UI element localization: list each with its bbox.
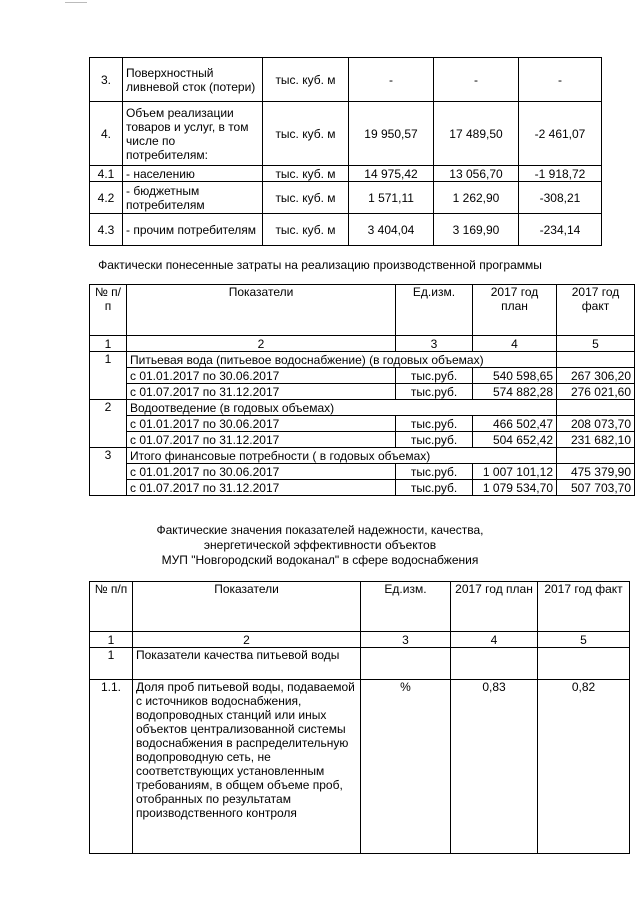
row-plan: 540 598,65 (473, 368, 557, 384)
row-deviation: - (519, 58, 602, 102)
table-row (90, 58, 602, 102)
volumes-table (89, 57, 602, 246)
row-name: - населению (123, 166, 263, 182)
row-period: с 01.01.2017 по 30.06.2017 (127, 464, 396, 480)
row-fact: 276 021,60 (557, 384, 635, 400)
row-name: - бюджетным потребителям (123, 182, 263, 214)
table-row (90, 464, 635, 480)
header-name: Показатели (133, 582, 361, 632)
row-fact: 475 379,90 (557, 464, 635, 480)
group-title: Питьевая вода (питьевое водоснабжение) (в годовых объемах) (127, 352, 557, 368)
empty-cell (451, 648, 538, 680)
table-row (90, 182, 602, 214)
reliability-title-line-2: энергетической эффективности объектов (203, 538, 437, 552)
row-period: с 01.01.2017 по 30.06.2017 (127, 368, 396, 384)
col-number: 4 (451, 632, 538, 648)
col-number: 5 (557, 336, 635, 352)
row-deviation: -1 918,72 (519, 166, 602, 182)
empty-cell (538, 648, 630, 680)
row-fact: - (434, 58, 519, 102)
row-name: Поверхностный ливневой сток (потери) (123, 58, 263, 102)
row-unit: тыс.руб. (396, 384, 473, 400)
col-number: 5 (538, 632, 630, 648)
row-num: 1.1. (90, 680, 133, 854)
row-unit: тыс. куб. м (263, 166, 349, 182)
table-row (90, 166, 602, 182)
row-unit: % (361, 680, 451, 854)
header-name: Показатели (127, 285, 396, 336)
col-number: 3 (361, 632, 451, 648)
group-row (90, 400, 635, 416)
row-fact: 17 489,50 (434, 102, 519, 166)
row-plan: - (349, 58, 434, 102)
table-row (90, 416, 635, 432)
col-number: 1 (90, 336, 127, 352)
table-row (90, 432, 635, 448)
table-row (90, 214, 602, 246)
row-unit: тыс. куб. м (263, 214, 349, 246)
table-row (90, 384, 635, 400)
row-num: 4.3 (90, 214, 123, 246)
row-name: Доля проб питьевой воды, подаваемой с источников водоснабжения, водопроводных станций или иных объектов централизованной системы водоснабжения в распределительную водопроводную сеть, не соответствующих установленным требованиям, в общем объеме проб, отобранных по результатам производственного контроля (133, 680, 361, 854)
costs-title: Фактически понесенные затраты на реализацию производственной программы (98, 258, 542, 272)
group-title: Показатели качества питьевой воды (133, 648, 361, 680)
row-unit: тыс.руб. (396, 416, 473, 432)
row-plan: 19 950,57 (349, 102, 434, 166)
row-fact: 13 056,70 (434, 166, 519, 182)
empty-cell (361, 648, 451, 680)
row-plan: 1 571,11 (349, 182, 434, 214)
group-num: 1 (90, 352, 127, 400)
row-num: 4.2 (90, 182, 123, 214)
col-number: 1 (90, 632, 133, 648)
table-row (90, 102, 602, 166)
row-unit: тыс. куб. м (263, 58, 349, 102)
row-unit: тыс.руб. (396, 464, 473, 480)
header-plan: 2017 год план (473, 285, 557, 336)
row-plan: 3 404,04 (349, 214, 434, 246)
header-plan: 2017 год план (451, 582, 538, 632)
row-deviation: -2 461,07 (519, 102, 602, 166)
row-num: 4.1 (90, 166, 123, 182)
row-plan: 466 502,47 (473, 416, 557, 432)
row-num: 3. (90, 58, 123, 102)
row-period: с 01.07.2017 по 31.12.2017 (127, 432, 396, 448)
row-plan: 504 652,42 (473, 432, 557, 448)
reliability-table (89, 581, 630, 854)
row-fact: 507 703,70 (557, 480, 635, 496)
row-unit: тыс.руб. (396, 368, 473, 384)
group-num: 2 (90, 400, 127, 448)
col-number: 2 (127, 336, 396, 352)
header-num: № п/п (90, 285, 127, 336)
scan-artifact (65, 2, 87, 3)
group-num: 1 (90, 648, 133, 680)
group-title: Итого финансовые потребности ( в годовых объемах) (127, 448, 557, 464)
row-unit: тыс. куб. м (263, 182, 349, 214)
row-deviation: -234,14 (519, 214, 602, 246)
row-unit: тыс.руб. (396, 480, 473, 496)
col-number: 3 (396, 336, 473, 352)
row-fact: 208 073,70 (557, 416, 635, 432)
reliability-title-line-1: Фактические значения показателей надежности, качества, (156, 523, 484, 537)
row-period: с 01.01.2017 по 30.06.2017 (127, 416, 396, 432)
row-fact: 3 169,90 (434, 214, 519, 246)
header-fact: 2017 год факт (538, 582, 630, 632)
header-unit: Ед.изм. (396, 285, 473, 336)
row-plan: 1 007 101,12 (473, 464, 557, 480)
header-unit: Ед.изм. (361, 582, 451, 632)
group-title: Водоотведение (в годовых объемах) (127, 400, 557, 416)
table-row (90, 368, 635, 384)
row-fact: 267 306,20 (557, 368, 635, 384)
empty-cell (557, 448, 635, 464)
group-row (90, 352, 635, 368)
row-plan: 1 079 534,70 (473, 480, 557, 496)
group-num: 3 (90, 448, 127, 496)
row-plan: 0,83 (451, 680, 538, 854)
empty-cell (557, 352, 635, 368)
table-row (90, 480, 635, 496)
header-fact: 2017 год факт (557, 285, 635, 336)
col-number: 2 (133, 632, 361, 648)
row-unit: тыс. куб. м (263, 102, 349, 166)
row-name: - прочим потребителям (123, 214, 263, 246)
row-period: с 01.07.2017 по 31.12.2017 (127, 480, 396, 496)
costs-table (89, 284, 635, 496)
row-plan: 14 975,42 (349, 166, 434, 182)
row-num: 4. (90, 102, 123, 166)
row-name: Объем реализации товаров и услуг, в том числе по потребителям: (123, 102, 263, 166)
row-deviation: -308,21 (519, 182, 602, 214)
row-plan: 574 882,28 (473, 384, 557, 400)
group-row (90, 448, 635, 464)
reliability-title-line-3: МУП "Новгородский водоканал" в сфере водоснабжения (161, 553, 479, 567)
header-num: № п/п (90, 582, 133, 632)
row-unit: тыс.руб. (396, 432, 473, 448)
row-fact: 231 682,10 (557, 432, 635, 448)
col-number: 4 (473, 336, 557, 352)
row-fact: 0,82 (538, 680, 630, 854)
row-period: с 01.07.2017 по 31.12.2017 (127, 384, 396, 400)
empty-cell (557, 400, 635, 416)
row-fact: 1 262,90 (434, 182, 519, 214)
